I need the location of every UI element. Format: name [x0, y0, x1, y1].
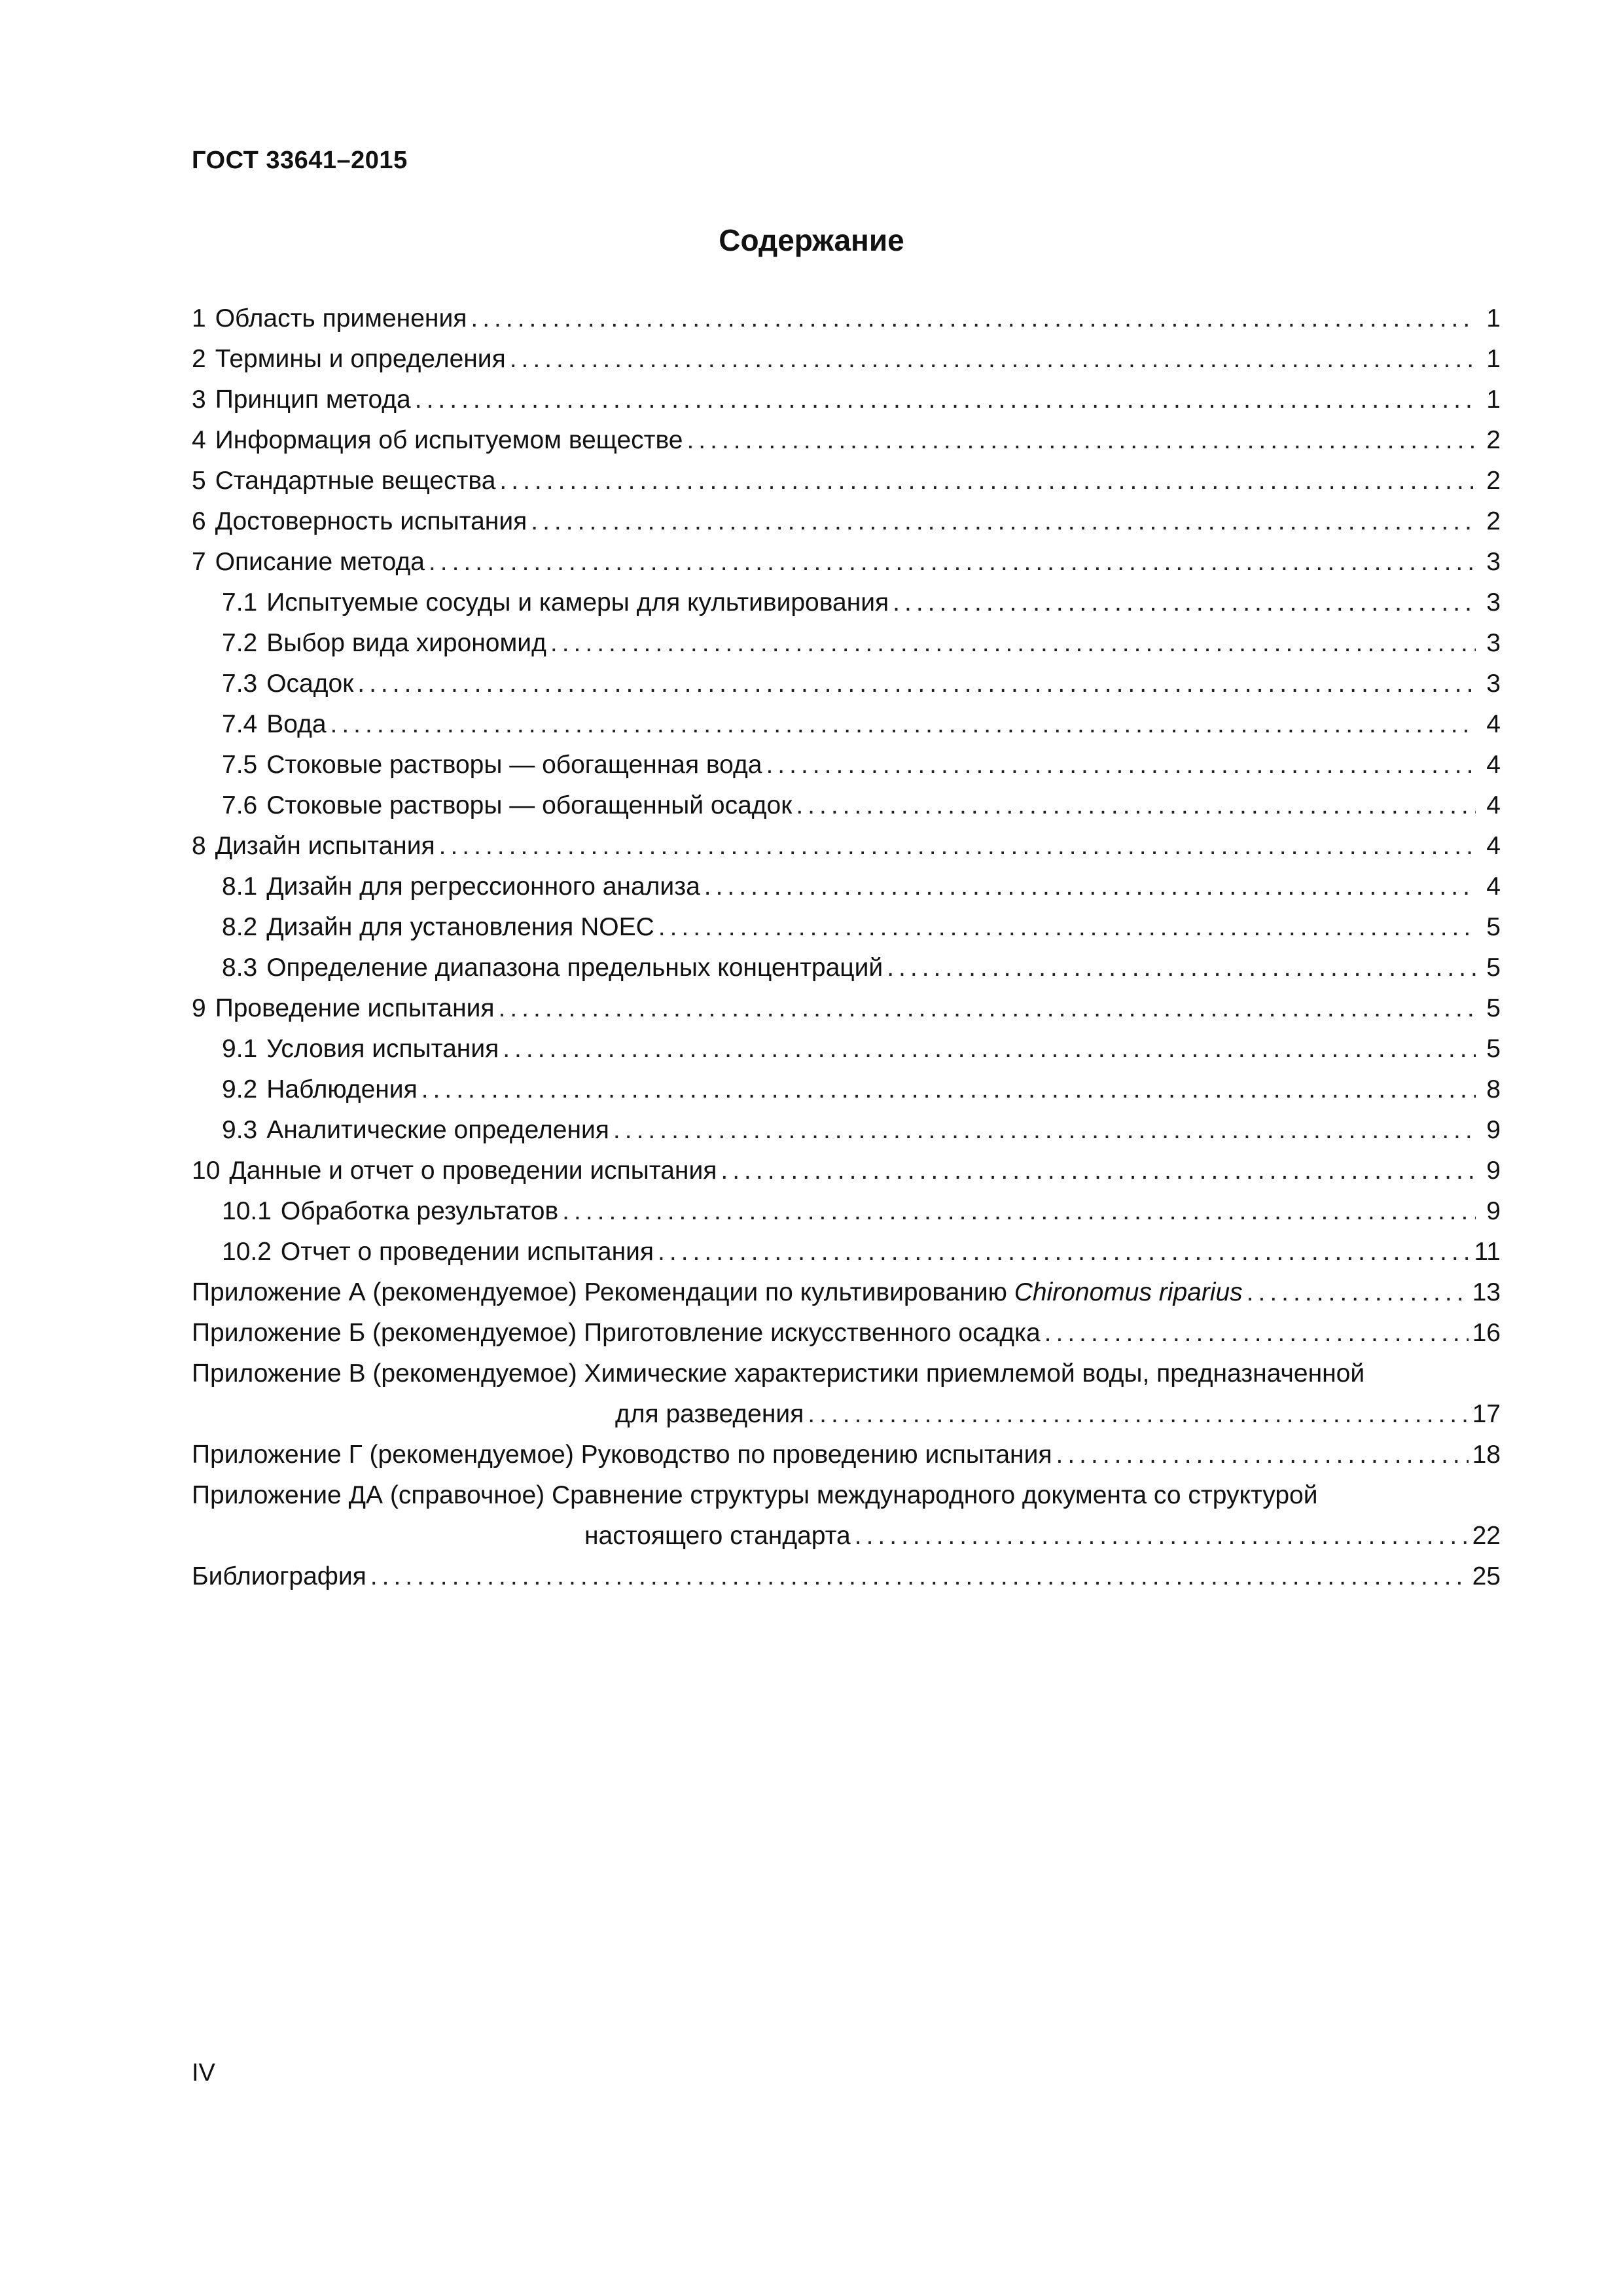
dot-leader	[893, 583, 1476, 623]
toc-subentry[interactable]	[192, 704, 1501, 745]
toc-annex-b[interactable]	[192, 1313, 1501, 1354]
toc-entry-label: 6 Достоверность испытания	[192, 507, 527, 535]
toc-subentry[interactable]	[192, 907, 1501, 948]
toc-entry-label: 5 Стандартные вещества	[192, 467, 496, 495]
toc-annex-a[interactable]	[192, 1272, 1501, 1313]
dot-leader	[721, 1151, 1476, 1191]
toc-entry-label: 10.2 Отчет о проведении испытания	[222, 1238, 654, 1266]
dot-leader	[550, 623, 1476, 664]
toc-entry-label: 7.1 Испытуемые сосуды и камеры для культивирования	[222, 588, 889, 617]
toc-entry-page: 2	[1486, 467, 1501, 495]
toc-annex-g[interactable]	[192, 1435, 1501, 1475]
toc-entry-page: 5	[1486, 954, 1501, 982]
toc-annex-v-continuation[interactable]	[192, 1394, 1501, 1435]
dot-leader	[808, 1394, 1468, 1435]
toc-entry-page: 3	[1486, 588, 1501, 617]
toc-subentry[interactable]	[192, 1191, 1501, 1232]
toc-subentry[interactable]	[192, 664, 1501, 704]
toc-entry-label: 9.1 Условия испытания	[222, 1035, 499, 1063]
toc-entry-label: Приложение В (рекомендуемое) Химические характеристики приемлемой воды, предназначенной	[192, 1359, 1365, 1388]
dot-leader	[766, 745, 1476, 785]
toc-entry[interactable]	[192, 380, 1501, 420]
dot-leader	[658, 907, 1476, 948]
dot-leader	[887, 948, 1476, 988]
toc-entry-page: 9	[1486, 1116, 1501, 1144]
toc-entry-label: для разведения	[615, 1400, 804, 1428]
toc-entry-label: 2 Термины и определения	[192, 345, 506, 373]
toc-entry-label: 7.5 Стоковые растворы — обогащенная вода	[222, 751, 762, 779]
toc-entry[interactable]	[192, 420, 1501, 461]
toc-entry-page: 13	[1472, 1278, 1501, 1306]
toc-entry-label: 8 Дизайн испытания	[192, 832, 435, 860]
toc-subentry[interactable]	[192, 623, 1501, 664]
toc-subentry[interactable]	[192, 948, 1501, 988]
toc-entry-page: 1	[1486, 304, 1501, 332]
toc-entry-page: 3	[1486, 548, 1501, 576]
toc-bibliography[interactable]	[192, 1556, 1501, 1597]
toc-entry[interactable]	[192, 542, 1501, 583]
toc-entry-page: 5	[1486, 1035, 1501, 1063]
toc-entry-label: Приложение Б (рекомендуемое) Приготовление искусственного осадка	[192, 1319, 1041, 1347]
toc-entry-page: 25	[1472, 1562, 1501, 1590]
toc-entry-page: 2	[1486, 426, 1501, 454]
dot-leader	[471, 298, 1476, 339]
page-number: IV	[192, 2059, 215, 2087]
dot-leader	[796, 785, 1476, 826]
toc-entry-page: 8	[1486, 1075, 1501, 1103]
dot-leader	[439, 826, 1476, 867]
dot-leader	[531, 501, 1476, 542]
document-id: ГОСТ 33641–2015	[192, 147, 408, 174]
dot-leader	[499, 988, 1476, 1029]
toc-entry-label: Приложение А (рекомендуемое) Рекомендации по культивированию Chironomus riparius	[192, 1278, 1243, 1306]
dot-leader	[1247, 1272, 1469, 1313]
dot-leader	[421, 1069, 1476, 1110]
dot-leader	[704, 867, 1476, 907]
toc-entry[interactable]	[192, 988, 1501, 1029]
toc-subentry[interactable]	[192, 1232, 1501, 1272]
toc-entry-label: 9 Проведение испытания	[192, 994, 495, 1022]
toc-subentry[interactable]	[192, 1029, 1501, 1069]
toc-entry-page: 2	[1486, 507, 1501, 535]
toc-entry-label: 9.3 Аналитические определения	[222, 1116, 609, 1144]
toc-annex-v[interactable]	[192, 1354, 1501, 1394]
toc-entry[interactable]	[192, 1151, 1501, 1191]
toc-title: Содержание	[719, 223, 904, 257]
toc-entry-page: 4	[1486, 832, 1501, 860]
toc-entry[interactable]	[192, 339, 1501, 380]
dot-leader	[855, 1516, 1469, 1556]
dot-leader	[357, 664, 1476, 704]
toc-entry-page: 4	[1486, 791, 1501, 819]
toc-subentry[interactable]	[192, 1069, 1501, 1110]
toc-entry-page: 22	[1472, 1522, 1501, 1550]
toc-subentry[interactable]	[192, 785, 1501, 826]
toc-entry-page: 4	[1486, 872, 1501, 901]
toc-entry-label: 4 Информация об испытуемом веществе	[192, 426, 683, 454]
toc-subentry[interactable]	[192, 583, 1501, 623]
toc-entry-label: 8.1 Дизайн для регрессионного анализа	[222, 872, 700, 901]
toc-entry-page: 3	[1486, 629, 1501, 657]
toc-entry-label: 10 Данные и отчет о проведении испытания	[192, 1157, 717, 1185]
toc-entry-page: 4	[1486, 751, 1501, 779]
toc-entry-label: 3 Принцип метода	[192, 386, 411, 414]
dot-leader	[687, 420, 1476, 461]
toc-entry-label: 7 Описание метода	[192, 548, 425, 576]
toc-entry-label: 7.4 Вода	[222, 710, 327, 738]
toc-entry[interactable]	[192, 826, 1501, 867]
toc-entry-label: 7.2 Выбор вида хирономид	[222, 629, 546, 657]
toc-entry-page: 17	[1472, 1400, 1501, 1428]
toc-entry-page: 5	[1486, 913, 1501, 941]
toc-entry-label: 10.1 Обработка результатов	[222, 1197, 559, 1225]
toc-entry[interactable]	[192, 298, 1501, 339]
toc-entry[interactable]	[192, 461, 1501, 501]
toc-entry-page: 16	[1472, 1319, 1501, 1347]
toc-entry-label: Библиография	[192, 1562, 366, 1590]
toc-entry-label: 7.3 Осадок	[222, 670, 354, 698]
table-of-contents	[192, 298, 1501, 1597]
toc-subentry[interactable]	[192, 1110, 1501, 1151]
dot-leader	[330, 704, 1476, 745]
toc-entry-page: 1	[1486, 386, 1501, 414]
dot-leader	[510, 339, 1476, 380]
toc-entry-page: 11	[1474, 1238, 1501, 1266]
dot-leader	[1044, 1313, 1469, 1354]
toc-entry-label: 8.3 Определение диапазона предельных концентраций	[222, 954, 883, 982]
toc-entry-page: 9	[1486, 1157, 1501, 1185]
toc-subentry[interactable]	[192, 867, 1501, 907]
toc-entry-page: 18	[1472, 1441, 1501, 1469]
dot-leader	[429, 542, 1476, 583]
toc-annex-da[interactable]	[192, 1475, 1501, 1516]
toc-annex-da-continuation[interactable]	[192, 1516, 1501, 1556]
dot-leader	[562, 1191, 1476, 1232]
dot-leader	[658, 1232, 1470, 1272]
dot-leader	[415, 380, 1476, 420]
toc-entry-label: 1 Область применения	[192, 304, 467, 332]
species-name: Chironomus riparius	[1014, 1278, 1243, 1306]
dot-leader	[499, 461, 1476, 501]
toc-entry-page: 5	[1486, 994, 1501, 1022]
toc-entry-label: Приложение Г (рекомендуемое) Руководство по проведению испытания	[192, 1441, 1052, 1469]
toc-entry-label: 7.6 Стоковые растворы — обогащенный осадок	[222, 791, 793, 819]
toc-entry-page: 9	[1486, 1197, 1501, 1225]
toc-entry-label: 9.2 Наблюдения	[222, 1075, 418, 1103]
toc-entry-label: 8.2 Дизайн для установления NOEC	[222, 913, 654, 941]
toc-entry-label: настоящего стандарта	[584, 1522, 851, 1550]
toc-entry[interactable]	[192, 501, 1501, 542]
dot-leader	[1056, 1435, 1469, 1475]
dot-leader	[503, 1029, 1476, 1069]
dot-leader	[370, 1556, 1469, 1597]
toc-subentry[interactable]	[192, 745, 1501, 785]
dot-leader	[613, 1110, 1476, 1151]
toc-entry-page: 1	[1486, 345, 1501, 373]
toc-entry-page: 4	[1486, 710, 1501, 738]
toc-entry-page: 3	[1486, 670, 1501, 698]
toc-entry-label: Приложение ДА (справочное) Сравнение структуры международного документа со структурой	[192, 1481, 1318, 1509]
